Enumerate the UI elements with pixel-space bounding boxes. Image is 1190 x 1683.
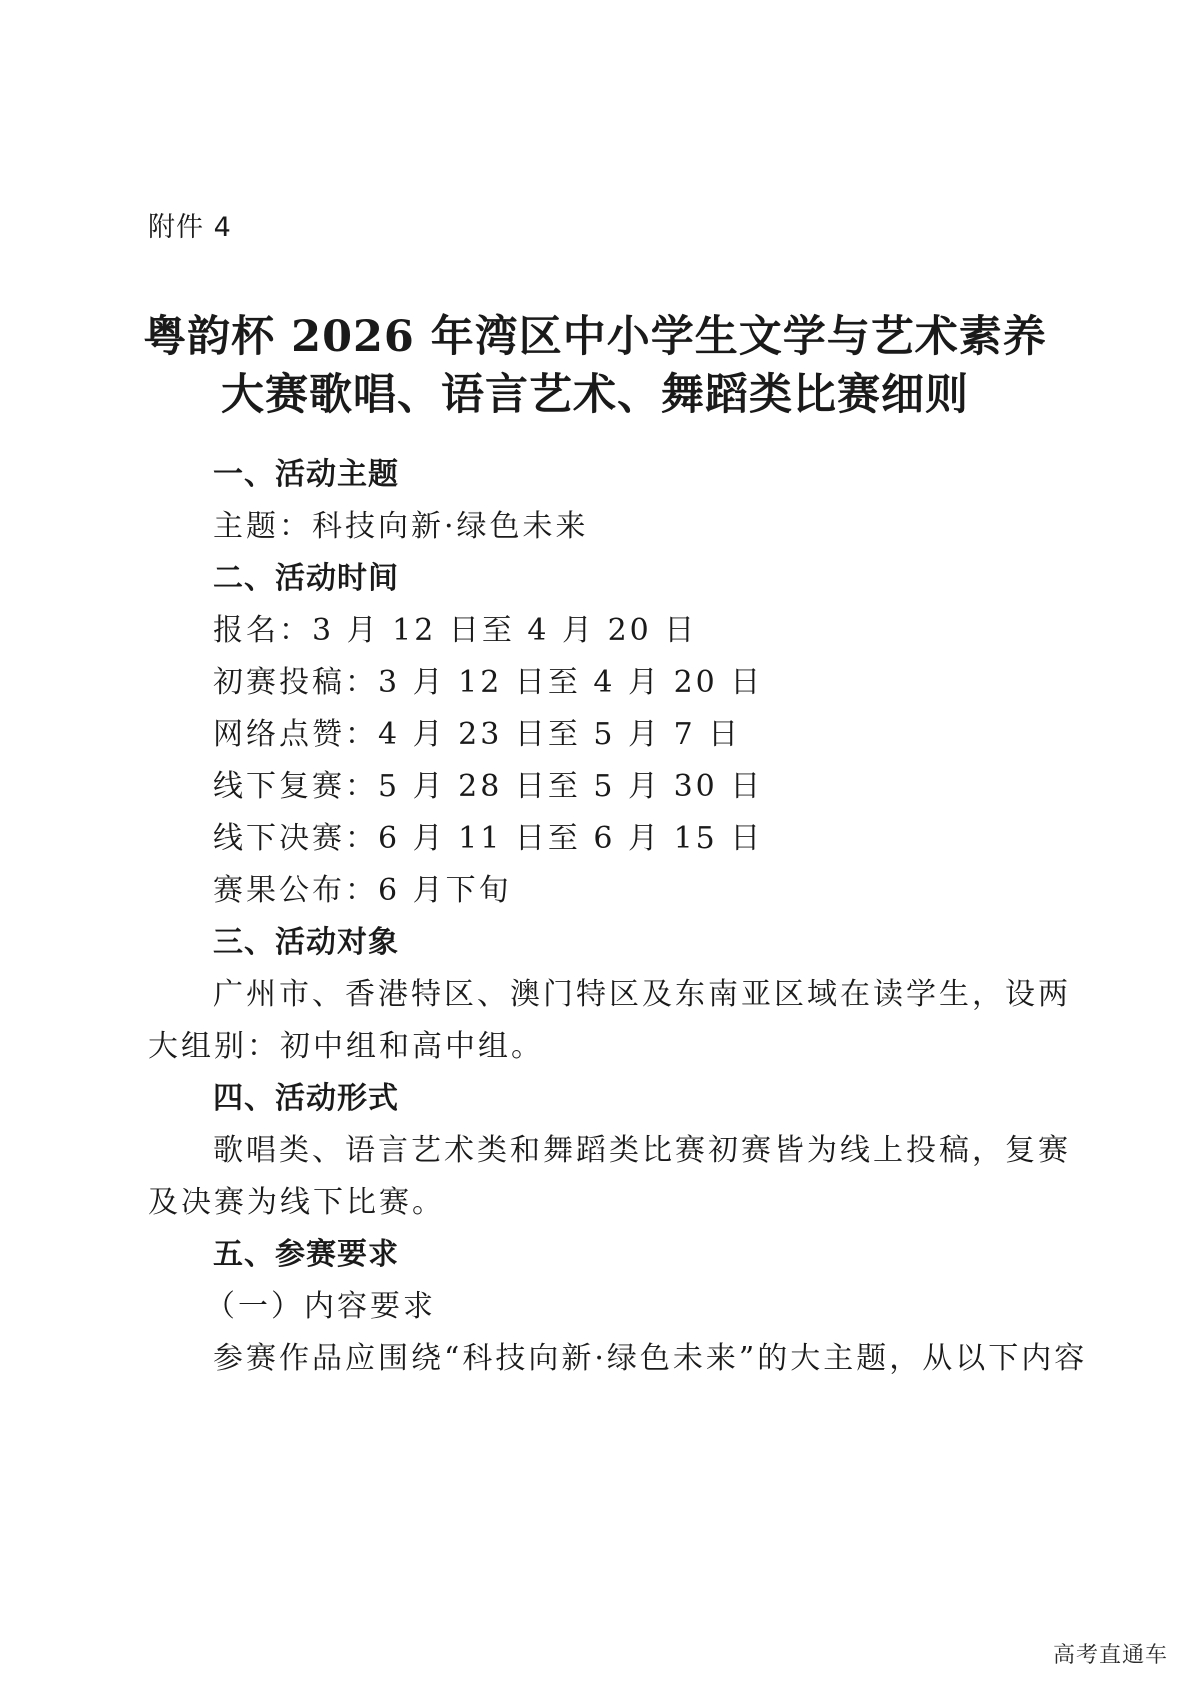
section-1-heading: 一、活动主题 <box>213 457 399 492</box>
section-4-paragraph-line-1: 歌唱类、语言艺术类和舞蹈类比赛初赛皆为线上投稿，复赛 <box>213 1133 1071 1168</box>
document-title-line-1: 粤韵杯 2026 年湾区中小学生文学与艺术素养 <box>143 312 1047 362</box>
watermark: 高考直通车 <box>1052 1643 1168 1668</box>
section-3-paragraph-line-2: 大组别：初中组和高中组。 <box>148 1029 544 1064</box>
attachment-label: 附件 4 <box>148 212 232 243</box>
section-5-paragraph-line-1: 参赛作品应围绕“科技向新·绿色未来”的大主题，从以下内容 <box>213 1341 1088 1376</box>
section-3-heading: 三、活动对象 <box>213 925 399 960</box>
schedule-item: 线下复赛：5 月 28 日至 5 月 30 日 <box>213 769 764 804</box>
section-5-subheading: （一）内容要求 <box>205 1289 436 1324</box>
schedule-item: 网络点赞：4 月 23 日至 5 月 7 日 <box>213 717 742 752</box>
section-4-heading: 四、活动形式 <box>213 1081 399 1116</box>
section-3-paragraph-line-1: 广州市、香港特区、澳门特区及东南亚区域在读学生，设两 <box>213 977 1071 1012</box>
schedule-item: 线下决赛：6 月 11 日至 6 月 15 日 <box>213 821 764 856</box>
section-2-heading: 二、活动时间 <box>213 561 399 596</box>
section-4-paragraph-line-2: 及决赛为线下比赛。 <box>148 1185 445 1220</box>
section-5-heading: 五、参赛要求 <box>213 1237 399 1272</box>
schedule-item: 赛果公布：6 月下旬 <box>213 873 512 908</box>
schedule-item: 初赛投稿：3 月 12 日至 4 月 20 日 <box>213 665 764 700</box>
schedule-item: 报名：3 月 12 日至 4 月 20 日 <box>213 613 698 648</box>
document-title-line-2: 大赛歌唱、语言艺术、舞蹈类比赛细则 <box>221 370 969 420</box>
section-1-theme: 主题：科技向新·绿色未来 <box>213 509 589 544</box>
